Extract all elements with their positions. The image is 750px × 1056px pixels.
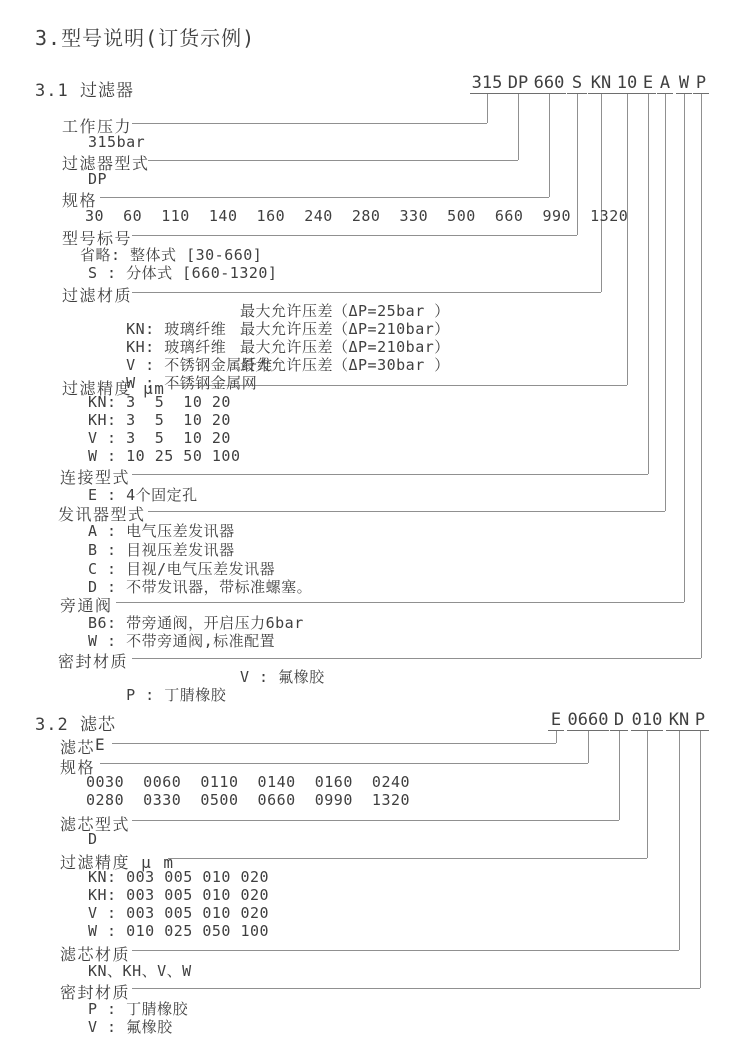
indicator-row-d: D : 不带发讯器，带标准螺塞。 bbox=[88, 578, 313, 596]
indicator-row-a: A : 电气压差发讯器 bbox=[88, 522, 235, 540]
element-seal-row-v: V : 氟橡胶 bbox=[88, 1018, 173, 1036]
seal-v: V : 氟橡胶 bbox=[240, 668, 325, 686]
filter-code-connection: E bbox=[640, 73, 656, 94]
rating-row-kn: KN: 3 5 10 20 bbox=[88, 393, 231, 411]
label-element-material: 滤芯材质 bbox=[60, 945, 131, 964]
connector-hline-seal bbox=[132, 658, 701, 659]
connector-vline-element-rating bbox=[647, 731, 648, 858]
element-code-material: KN bbox=[666, 710, 692, 731]
connector-vline-bypass bbox=[684, 94, 685, 602]
connector-vline-element-size bbox=[588, 731, 589, 763]
connector-hline-indicator bbox=[148, 511, 665, 512]
label-working-pressure: 工作压力 bbox=[62, 117, 133, 136]
connector-vline-seal bbox=[701, 94, 702, 658]
filter-code-filter-type: DP bbox=[504, 73, 532, 94]
element-rating-row-kh: KH: 003 005 010 020 bbox=[88, 886, 270, 904]
seal-p: P : 丁腈橡胶 bbox=[126, 686, 227, 704]
indicator-row-b: B : 目视压差发讯器 bbox=[88, 541, 235, 559]
material-code-kn: KN: 玻璃纤维 bbox=[126, 320, 227, 338]
connector-vline-material bbox=[601, 94, 602, 292]
label-seal-material: 密封材质 bbox=[58, 652, 129, 671]
label-element: 滤芯 bbox=[60, 738, 96, 757]
material-code-w: W : 不锈钢金属网 bbox=[126, 374, 258, 392]
label-element-seal: 密封材质 bbox=[60, 983, 131, 1002]
bypass-row-w: W : 不带旁通阀,标准配置 bbox=[88, 632, 276, 650]
rating-row-kh: KH: 3 5 10 20 bbox=[88, 411, 231, 429]
rating-row-w: W : 10 25 50 100 bbox=[88, 447, 241, 465]
connector-vline-element-seal bbox=[700, 731, 701, 988]
connector-hline-size bbox=[100, 197, 549, 198]
label-element-size: 规格 bbox=[60, 758, 96, 777]
connector-hline-element-material bbox=[132, 950, 679, 951]
connector-vline-filter-type bbox=[518, 94, 519, 160]
filter-code-size: 660 bbox=[533, 73, 565, 93]
label-size: 规格 bbox=[62, 191, 98, 210]
indicator-row-c: C : 目视/电气压差发讯器 bbox=[88, 560, 276, 578]
value-element-type: D bbox=[88, 830, 98, 848]
filter-code-material: KN bbox=[588, 73, 614, 94]
value-element: E bbox=[95, 735, 107, 754]
material-code-kh: KH: 玻璃纤维 bbox=[126, 338, 227, 356]
label-bypass-valve: 旁通阀 bbox=[60, 596, 113, 615]
element-section-heading: 3.2 滤芯 bbox=[35, 715, 116, 735]
element-seal-row-p: P : 丁腈橡胶 bbox=[88, 1000, 189, 1018]
connector-vline-size bbox=[549, 94, 550, 197]
value-working-pressure: 315bar bbox=[88, 133, 146, 151]
connector-hline-element bbox=[112, 743, 556, 744]
bypass-row-b6: B6: 带旁通阀，开启压力6bar bbox=[88, 614, 304, 632]
label-filtration-rating: 过滤精度 μm bbox=[62, 379, 166, 398]
connector-hline-material bbox=[132, 292, 601, 293]
element-size-row-2: 0280 0330 0500 0660 0990 1320 bbox=[86, 791, 411, 809]
filter-code-rating: 10 bbox=[614, 73, 640, 94]
value-size: 30 60 110 140 160 240 280 330 500 660 990 1320 bbox=[85, 207, 629, 225]
connector-vline-working-pressure bbox=[487, 94, 488, 123]
rating-row-v: V : 3 5 10 20 bbox=[88, 429, 231, 447]
material-note-kh: 最大允许压差（ΔP=210bar） bbox=[240, 320, 450, 338]
element-code-rating: 010 bbox=[631, 710, 663, 730]
connector-vline-element-type bbox=[619, 731, 620, 820]
label-model-mark: 型号标号 bbox=[62, 229, 133, 248]
element-code-size: 0660 bbox=[567, 710, 609, 730]
page-title: 3.型号说明(订货示例) bbox=[35, 26, 256, 50]
connector-hline-working-pressure bbox=[132, 123, 487, 124]
value-model-mark-default: 省略: 整体式 [30-660] bbox=[80, 246, 263, 264]
element-code-element: E bbox=[548, 710, 564, 731]
material-note-v: 最大允许压差（ΔP=210bar） bbox=[240, 338, 450, 356]
value-filter-type: DP bbox=[88, 170, 108, 188]
filter-code-model-mark: S bbox=[567, 73, 587, 94]
material-note-kn: 最大允许压差（ΔP=25bar ） bbox=[240, 302, 450, 320]
connector-hline-element-type bbox=[132, 820, 619, 821]
filter-code-working-pressure: 315 bbox=[471, 73, 503, 93]
element-code-seal: P bbox=[691, 710, 709, 731]
value-connection-type: E : 4个固定孔 bbox=[88, 486, 198, 504]
connector-hline-bypass bbox=[116, 602, 684, 603]
connector-hline-element-seal bbox=[132, 988, 700, 989]
connector-hline-filter-type bbox=[148, 160, 518, 161]
filter-code-indicator: A bbox=[657, 73, 673, 94]
element-rating-row-w: W : 010 025 050 100 bbox=[88, 922, 270, 940]
filter-section-heading: 3.1 过滤器 bbox=[35, 81, 134, 101]
connector-vline-element bbox=[556, 731, 557, 743]
element-rating-row-kn: KN: 003 005 010 020 bbox=[88, 868, 270, 886]
connector-hline-element-rating bbox=[168, 858, 647, 859]
seal-material-row bbox=[88, 666, 488, 741]
element-rating-row-v: V : 003 005 010 020 bbox=[88, 904, 270, 922]
label-element-type: 滤芯型式 bbox=[60, 815, 131, 834]
connector-hline-model-mark bbox=[132, 235, 577, 236]
element-size-row-1: 0030 0060 0110 0140 0160 0240 bbox=[86, 773, 411, 791]
label-filter-type: 过滤器型式 bbox=[62, 154, 150, 173]
element-code-type: D bbox=[610, 710, 628, 731]
connector-hline-connection bbox=[132, 474, 648, 475]
filter-code-seal: P bbox=[693, 73, 709, 94]
label-indicator-type: 发讯器型式 bbox=[58, 505, 146, 524]
material-note-w: 最大允许压差（ΔP=30bar ） bbox=[240, 356, 450, 374]
label-connection-type: 连接型式 bbox=[60, 468, 131, 487]
material-code-v: V : 不锈钢金属纤维 bbox=[126, 356, 273, 374]
connector-hline-element-size bbox=[100, 763, 588, 764]
label-filter-material: 过滤材质 bbox=[62, 286, 133, 305]
filter-code-bypass: W bbox=[676, 73, 692, 94]
label-element-rating: 过滤精度 μ m bbox=[60, 853, 175, 872]
value-model-mark-s: S : 分体式 [660-1320] bbox=[88, 264, 278, 282]
connector-vline-element-material bbox=[679, 731, 680, 950]
value-element-material: KN、KH、V、W bbox=[88, 962, 192, 980]
